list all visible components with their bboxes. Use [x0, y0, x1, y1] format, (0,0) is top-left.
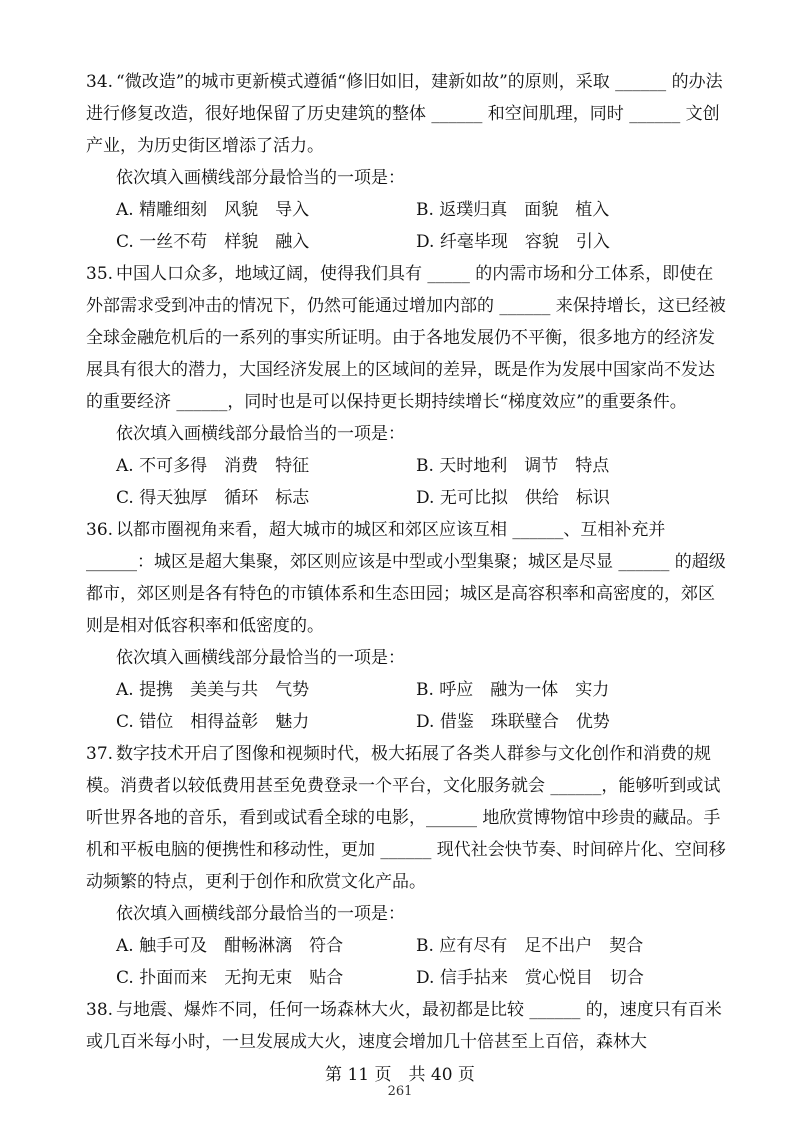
- option-b[interactable]: B. 天时地利 调节 特点: [416, 456, 610, 476]
- option-a[interactable]: A. 触手可及 酣畅淋漓 符合: [116, 936, 344, 956]
- option-b[interactable]: B. 应有尽有 足不出户 契合: [416, 936, 644, 956]
- question-stem: 中国人口众多，地域辽阔，使得我们具有 _____ 的内需市场和分工体系，即使在外部需求受到冲击的情况下，仍然可能通过增加内部的 ______ 来保持增长，这已经被全球金融危机后的一系列的事实所证明。由于各地发展仍不平衡，很多地方的经济发展具有很大的潜力，大国经济发展上的区域间的差异，既是作为发展中国家尚不发达的重要经济 ______，同时也是可以保持更长期持续增长“梯度效应”的重要条件。: [86, 264, 726, 412]
- option-grid: [86, 450, 726, 514]
- question-stem: 数字技术开启了图像和视频时代，极大拓展了各类人群参与文化创作和消费的规模。消费者以较低费用甚至免费登录一个平台，文化服务就会 ______，能够听到或试听世界各地的音乐，看到或试看全球的电影，______ 地欣赏博物馆中珍贵的藏品。手机和平板电脑的便携性和移动性，更加 ______ 现代社会快节奏、时间碎片化、空间移动频繁的特点，更利于创作和欣赏文化产品。: [86, 744, 726, 892]
- option-c[interactable]: C. 扑面而来 无拘无束 贴合: [116, 968, 344, 988]
- option-c[interactable]: C. 错位 相得益彰 魅力: [116, 712, 310, 732]
- option-a[interactable]: A. 提携 美美与共 气势: [116, 680, 310, 700]
- option-b[interactable]: B. 返璞归真 面貌 植入: [416, 200, 610, 220]
- question-34: [86, 66, 726, 258]
- option-c[interactable]: C. 一丝不苟 样貌 融入: [116, 232, 310, 252]
- option-d[interactable]: D. 无可比拟 供给 标识: [416, 488, 610, 508]
- option-grid: [86, 674, 726, 738]
- question-prompt: 依次填入画横线部分最恰当的一项是：: [116, 648, 405, 668]
- option-d[interactable]: D. 借鉴 珠联璧合 优势: [416, 712, 610, 732]
- question-number: 36.: [86, 520, 114, 540]
- option-a[interactable]: A. 不可多得 消费 特征: [116, 456, 310, 476]
- option-grid: [86, 194, 726, 258]
- question-number: 34.: [86, 72, 114, 92]
- question-36: [86, 514, 726, 738]
- option-d[interactable]: D. 纤毫毕现 容貌 引入: [416, 232, 610, 252]
- question-37: [86, 738, 726, 994]
- question-number: 38.: [86, 1000, 114, 1020]
- page-label: 第 11 页 共 40 页: [325, 1065, 475, 1085]
- question-number: 37.: [86, 744, 114, 764]
- question-prompt: 依次填入画横线部分最恰当的一项是：: [116, 904, 405, 924]
- question-38: [86, 994, 726, 1058]
- question-number: 35.: [86, 264, 114, 284]
- question-stem: “微改造”的城市更新模式遵循“修旧如旧，建新如故”的原则，采取 ______ 的办法进行修复改造，很好地保留了历史建筑的整体 ______ 和空间肌理，同时 ______ 文创产业，为历史街区增添了活力。: [86, 72, 723, 156]
- option-a[interactable]: A. 精雕细刻 风貌 导入: [116, 200, 310, 220]
- question-stem: 以都市圈视角来看，超大城市的城区和郊区应该互相 ______、互相补充并 ______：城区是超大集聚，郊区则应该是中型或小型集聚；城区是尽显 ______ 的超级都市，郊区则是各有特色的市镇体系和生态田园；城区是高容积率和高密度的，郊区则是相对低容积率和低密度的。: [86, 520, 726, 636]
- question-35: [86, 258, 726, 514]
- question-prompt: 依次填入画横线部分最恰当的一项是：: [116, 424, 405, 444]
- question-prompt: 依次填入画横线部分最恰当的一项是：: [116, 168, 405, 188]
- option-b[interactable]: B. 呼应 融为一体 实力: [416, 680, 610, 700]
- question-stem: 与地震、爆炸不同，任何一场森林大火，最初都是比较 ______ 的，速度只有百米或几百米每小时，一旦发展成大火，速度会增加几十倍甚至上百倍，森林大: [86, 1000, 722, 1052]
- page-number: 261: [387, 1084, 413, 1099]
- option-c[interactable]: C. 得天独厚 循环 标志: [116, 488, 310, 508]
- question-list: [86, 66, 726, 1058]
- option-d[interactable]: D. 信手拈来 赏心悦目 切合: [416, 968, 644, 988]
- option-grid: [86, 930, 726, 994]
